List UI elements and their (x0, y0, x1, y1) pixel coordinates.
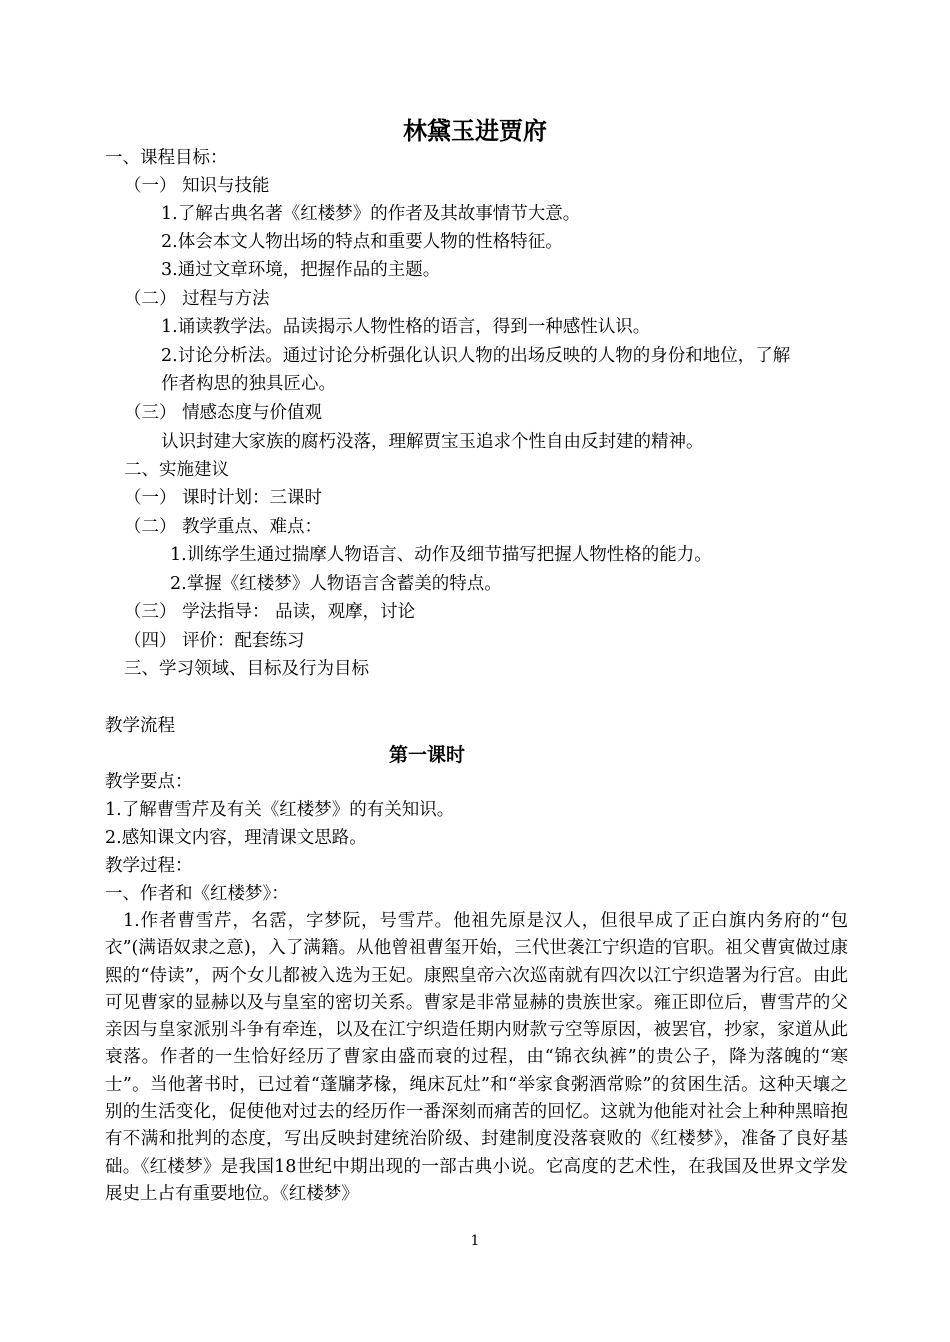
section-heading-domains: 三、学习领域、目标及行为目标 (124, 659, 369, 679)
document-title: 林黛玉进贾府 (403, 116, 547, 145)
page-number: 1 (470, 1233, 480, 1249)
section-heading-objectives: 一、课程目标： (105, 148, 228, 168)
key-point-item: 2.掌握《红楼梦》人物语言含蓄美的特点。 (170, 574, 502, 594)
subsection-evaluation: （四） 评价：配套练习 (124, 631, 305, 651)
subsection-attitudes-values: （三） 情感态度与价值观 (124, 403, 323, 423)
method-item-continued: 作者构思的独具匠心。 (161, 374, 336, 394)
teaching-points-label: 教学要点： (105, 772, 193, 792)
teaching-point-item: 1.了解曹雪芹及有关《红楼梦》的有关知识。 (105, 800, 455, 820)
attitude-item: 认识封建大家族的腐朽没落，理解贾宝玉追求个性自由反封建的精神。 (161, 432, 704, 452)
teaching-point-item: 2.感知课文内容，理清课文思路。 (105, 828, 367, 848)
lesson-title: 第一课时 (388, 744, 465, 766)
objective-item: 3.通过文章环境，把握作品的主题。 (161, 260, 441, 280)
subsection-schedule: （一） 课时计划：三课时 (124, 488, 323, 508)
method-item: 2.讨论分析法。通过讨论分析强化认识人物的出场反映的人物的身份和地位，了解 (161, 346, 791, 366)
objective-item: 1.了解古典名著《红楼梦》的作者及其故事情节大意。 (161, 204, 581, 224)
flow-heading: 教学流程 (105, 716, 175, 736)
key-point-item: 1.训练学生通过揣摩人物语言、动作及细节描写把握人物性格的能力。 (170, 545, 712, 565)
subsection-knowledge-skills: （一） 知识与技能 (124, 176, 270, 196)
method-item: 1.诵读教学法。品读揭示人物性格的语言，得到一种感性认识。 (161, 317, 651, 337)
author-paragraph: 1.作者曹雪芹，名霑，字梦阮，号雪芹。他祖先原是汉人，但很早成了正白旗内务府的“包衣”(满语奴隶之意)，入了满籍。从他曾祖曹玺开始，三代世袭江宁织造的官职。祖父曹寅做过康熙的“侍读”，两个女儿都被入选为王妃。康熙皇帝六次巡南就有四次以江宁织造署为行宫。由此可见曹家的显赫以及与皇室的密切关系。曹家是非常显赫的贵族世家。雍正即位后，曹雪芹的父亲因与皇家派别斗争有牵连，以及在江宁织造任期内财款亏空等原因，被罢官，抄家，家道从此衰落。作者的一生恰好经历了曹家由盛而衰的过程，由“锦衣纨裤”的贵公子，降为落魄的“寒士”。当他著书时，已过着“蓬牖茅椽，绳床瓦灶”和“举家食粥酒常赊”的贫困生活。这种天壤之别的生活变化，促使他对过去的经历作一番深刻而痛苦的回忆。这就为他能对社会上种种黑暗抱有不满和批判的态度，写出反映封建统治阶级、封建制度没落衰败的《红楼梦》，准备了良好基础。《红楼梦》是我国18世纪中期出现的一部古典小说。它高度的艺术性，在我国及世界文学发展史上占有重要地位。《红楼梦》 (105, 911, 848, 1204)
teaching-process-label: 教学过程： (105, 856, 193, 876)
section-heading-implementation: 二、实施建议 (124, 460, 229, 480)
subsection-key-points: （二） 教学重点、难点： (124, 517, 323, 537)
section-heading-author: 一、作者和《红楼梦》： (105, 884, 289, 904)
subsection-process-methods: （二） 过程与方法 (124, 289, 270, 309)
objective-item: 2.体会本文人物出场的特点和重要人物的性格特征。 (161, 232, 563, 252)
subsection-study-guidance: （三） 学法指导： 品读，观摩，讨论 (124, 602, 416, 622)
